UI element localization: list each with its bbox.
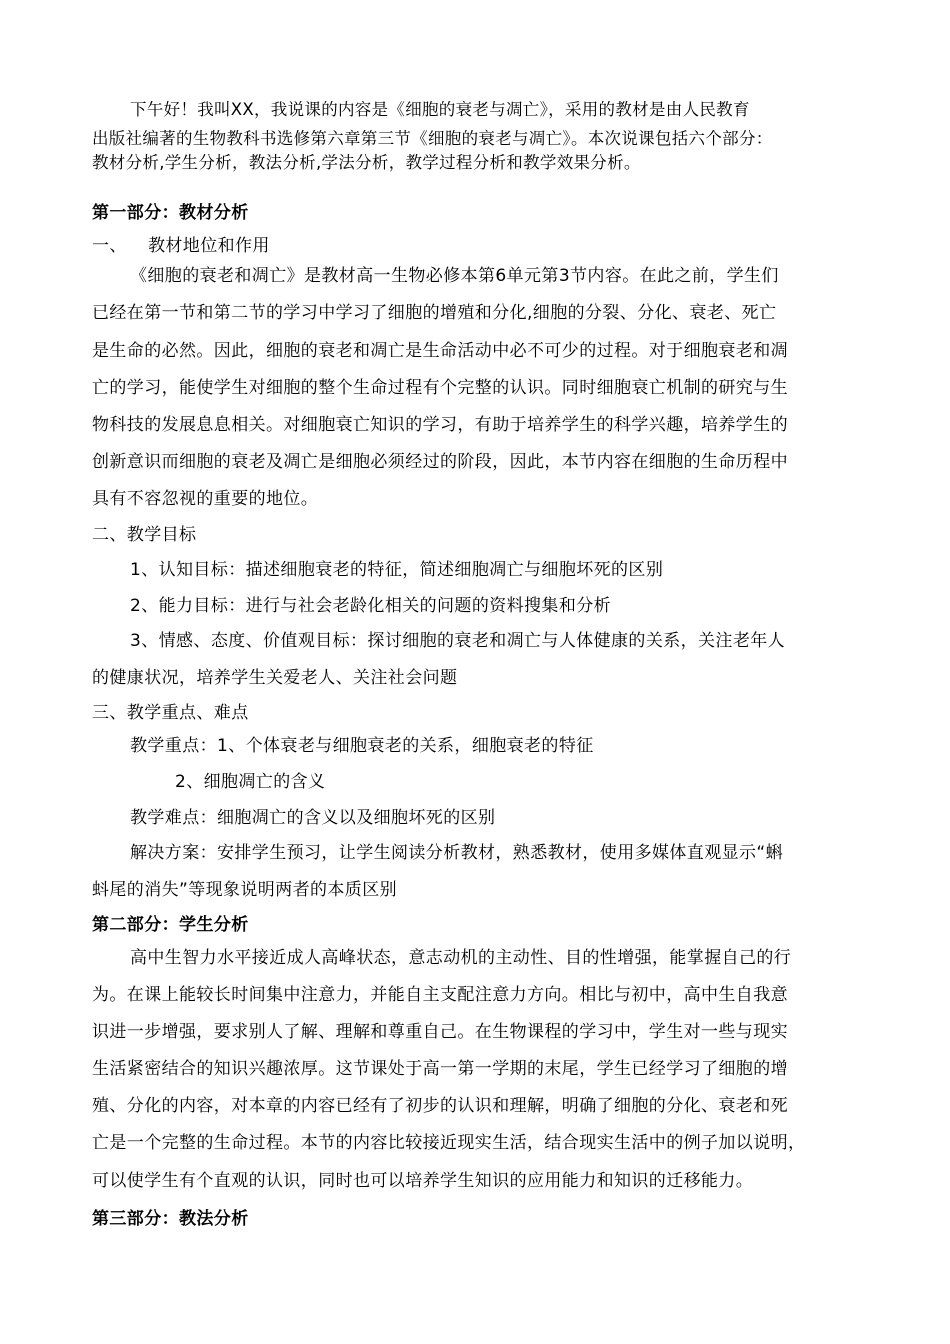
part2-para-line-3: 识进一步增强，要求别人了解、理解和尊重自己。在生物课程的学习中，学生对一些与现实 [92, 1022, 788, 1042]
part2-heading: 第二部分：学生分析 [92, 915, 249, 935]
part2-para-line-6: 亡是一个完整的生命过程。本节的内容比较接近现实生活，结合现实生活中的例子加以说明， [92, 1133, 806, 1153]
part1-para-line-7: 具有不容忽视的重要的地位。 [92, 489, 319, 509]
part1-para-line-2: 已经在第一节和第二节的学习中学习了细胞的增殖和分化,细胞的分裂、分化、衰老、死亡 [92, 303, 777, 323]
part1-sub3-title: 三、教学重点、难点 [92, 703, 249, 723]
part2-para-line-7: 可以使学生有个直观的认识，同时也可以培养学生知识的应用能力和知识的迁移能力。 [92, 1171, 754, 1191]
part1-sub2-title: 二、教学目标 [92, 525, 197, 545]
goal-item-2: 2、能力目标：进行与社会老龄化相关的问题的资料搜集和分析 [130, 596, 612, 616]
solution-line-1: 解决方案：安排学生预习，让学生阅读分析教材，熟悉教材，使用多媒体直观显示“蝌 [130, 843, 784, 863]
part1-sub1-title: 教材地位和作用 [148, 236, 270, 256]
part2-para-line-5: 殖、分化的内容，对本章的内容已经有了初步的认识和理解，明确了细胞的分化、衰老和死 [92, 1096, 788, 1116]
part1-para-line-6: 创新意识而细胞的衰老及凋亡是细胞必须经过的阶段，因此，本节内容在细胞的生命历程中 [92, 452, 788, 472]
goal-item-1: 1、认知目标：描述细胞衰老的特征，简述细胞凋亡与细胞坏死的区别 [130, 560, 664, 580]
key-point-1: 教学重点：1、个体衰老与细胞衰老的关系，细胞衰老的特征 [130, 736, 594, 756]
part1-heading: 第一部分：教材分析 [92, 203, 249, 223]
intro-line-3: 教材分析,学生分析，教法分析,学法分析，教学过程分析和教学效果分析。 [92, 153, 641, 172]
part1-para-line-5: 物科技的发展息息相关。对细胞衰亡知识的学习，有助于培养学生的科学兴趣，培养学生的 [92, 415, 788, 435]
part1-para-line-1: 《细胞的衰老和凋亡》是教材高一生物必修本第6单元第3节内容。在此之前，学生们 [130, 266, 779, 286]
intro-line-2: 出版社编著的生物教科书选修第六章第三节《细胞的衰老与凋亡》。本次说课包括六个部分： [92, 129, 773, 148]
part1-para-line-4: 亡的学习，能使学生对细胞的整个生命过程有个完整的认识。同时细胞衰亡机制的研究与生 [92, 378, 788, 398]
part2-para-line-4: 生活紧密结合的知识兴趣浓厚。这节课处于高一第一学期的末尾，学生已经学习了细胞的增 [92, 1059, 788, 1079]
key-point-2: 2、细胞凋亡的含义 [175, 772, 326, 792]
part1-sub1-label: 一、 [92, 236, 127, 256]
difficult-point: 教学难点：细胞凋亡的含义以及细胞坏死的区别 [130, 808, 496, 828]
intro-line-1: 下午好！我叫XX，我说课的内容是《细胞的衰老与凋亡》，采用的教材是由人民教育 [130, 100, 750, 119]
part1-para-line-3: 是生命的必然。因此，细胞的衰老和凋亡是生命活动中必不可少的过程。对于细胞衰老和凋 [92, 341, 788, 361]
goal-item-3-cont: 的健康状况，培养学生关爱老人、关注社会问题 [92, 668, 458, 688]
goal-item-3: 3、情感、态度、价值观目标：探讨细胞的衰老和凋亡与人体健康的关系，关注老年人 [130, 631, 786, 651]
part2-para-line-1: 高中生智力水平接近成人高峰状态，意志动机的主动性、目的性增强，能掌握自己的行 [130, 948, 792, 968]
part3-heading: 第三部分：教法分析 [92, 1209, 249, 1229]
solution-line-2: 蚪尾的消失”等现象说明两者的本质区别 [92, 880, 398, 900]
part2-para-line-2: 为。在课上能较长时间集中注意力，并能自主支配注意力方向。相比与初中，高中生自我意 [92, 985, 788, 1005]
